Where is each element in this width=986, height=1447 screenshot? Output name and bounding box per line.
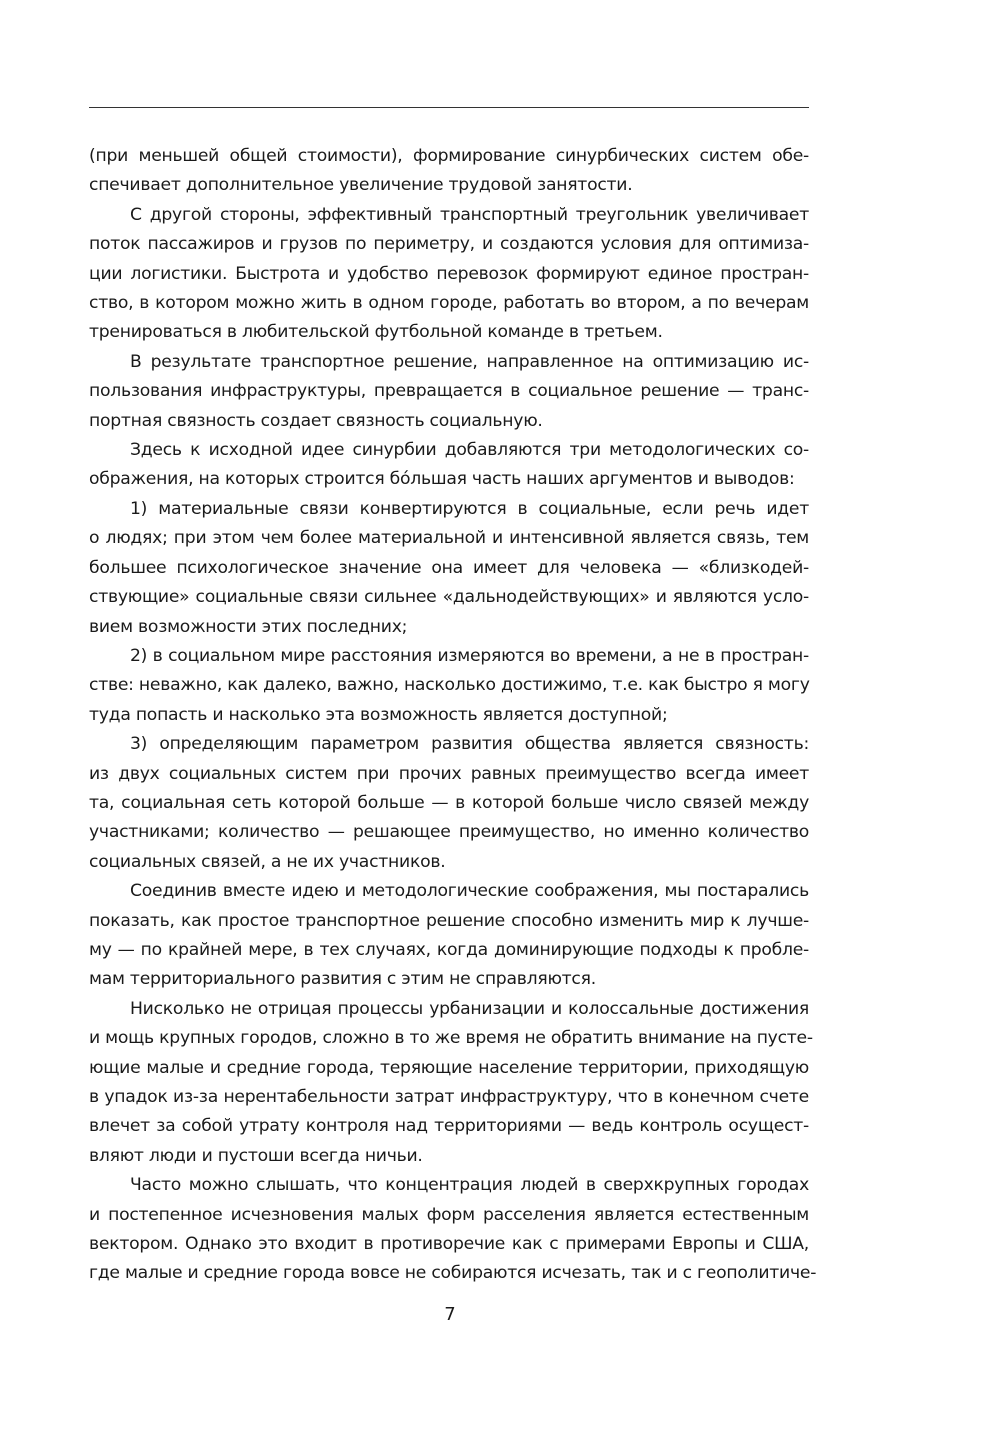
text-line: вляют люди и пустоши всегда ничьи. [89,1145,423,1166]
text-line: 1) материальные связи конвертируются в социальные, если речь идет [130,498,809,519]
body-paragraph [89,730,809,877]
text-line: показать, как простое транспортное решение способно изменить мир к лучше- [89,910,809,931]
text-line: ции логистики. Быстрота и удобство перевозок формируют единое простран- [89,263,809,284]
text-line: и мощь крупных городов, сложно в то же время не обратить внимание на пусте- [89,1028,813,1049]
text-line: 2) в социальном мире расстояния измеряются во времени, а не в простран- [130,645,809,666]
text-line: в упадок из-за нерентабельности затрат инфраструктуру, что в конечном счете [89,1087,809,1107]
text-line: 3) определяющим параметром развития общества является связность: [130,734,809,755]
text-line: о людях; при этом чем более материальной и интенсивной является связь, тем [89,528,809,549]
text-line: му — по крайней мере, в тех случаях, когда доминирующие подходы к пробле- [89,939,809,960]
body-paragraph [89,642,809,730]
body-paragraph [89,201,809,348]
text-line: Часто можно слышать, что концентрация людей в сверхкрупных городах [130,1175,809,1196]
text-line: поток пассажиров и грузов по периметру, и создаются условия для оптимиза- [89,234,809,255]
text-line: из двух социальных систем при прочих равных преимущество всегда имеет [89,763,809,784]
text-line: Здесь к исходной идее синурбии добавляются три методологических со- [130,440,809,461]
text-line: где малые и средние города вовсе не собираются исчезать, так и с геополитиче- [89,1263,817,1284]
text-line: портная связность создает связность социальную. [89,410,543,431]
text-line: туда попасть и насколько эта возможность является доступной; [89,704,668,725]
text-line: С другой стороны, эффективный транспортный треугольник увеличивает [130,204,809,225]
text-line: ство, в котором можно жить в одном городе, работать во втором, а по вечерам [89,293,809,314]
text-line: социальных связей, а не их участников. [89,851,446,872]
body-paragraph [89,348,809,436]
text-line: тренироваться в любительской футбольной команде в третьем. [89,322,663,343]
text-line: та, социальная сеть которой больше — в которой больше число связей между [89,792,809,813]
text-line: участниками; количество — решающее преимущество, но именно количество [89,822,809,843]
body-paragraph [89,1171,817,1289]
text-line: Соединив вместе идею и методологические соображения, мы постарались [130,881,809,902]
body-paragraph [89,142,809,201]
body-paragraph [89,877,809,995]
page-body-text [89,142,817,1289]
page-number: 7 [444,1304,456,1325]
text-line: пользования инфраструктуры, превращается в социальное решение — транс- [89,381,809,402]
text-line: вием возможности этих последних; [89,616,408,637]
text-line: В результате транспортное решение, направленное на оптимизацию ис- [130,351,809,372]
body-paragraph [89,495,809,642]
text-line: (при меньшей общей стоимости), формирование синурбических систем обе- [89,146,809,166]
text-line: ющие малые и средние города, теряющие население территории, приходящую [89,1057,809,1078]
body-paragraph [89,995,813,1171]
text-line: влечет за собой утрату контроля над территориями — ведь контроль осущест- [89,1116,809,1137]
text-line: большее психологическое значение она имеет для человека — «близкодей- [89,557,809,578]
text-line: Нисколько не отрицая процессы урбанизации и колоссальные достижения [130,998,809,1019]
text-line: стве: неважно, как далеко, важно, насколько достижимо, т.е. как быстро я могу [89,675,810,696]
text-line: и постепенное исчезновения малых форм расселения является естественным [89,1204,809,1225]
text-line: ображения, на которых строится бóльшая часть наших аргументов и выводов: [89,469,795,490]
text-line: спечивает дополнительное увеличение трудовой занятости. [89,175,633,196]
text-line: вектором. Однако это входит в противоречие как с примерами Европы и США, [89,1234,809,1255]
text-line: ствующие» социальные связи сильнее «дальнодействующих» и являются усло- [89,587,809,608]
body-paragraph [89,436,809,495]
text-line: мам территориального развития с этим не справляются. [89,969,596,990]
header-rule [89,107,809,108]
